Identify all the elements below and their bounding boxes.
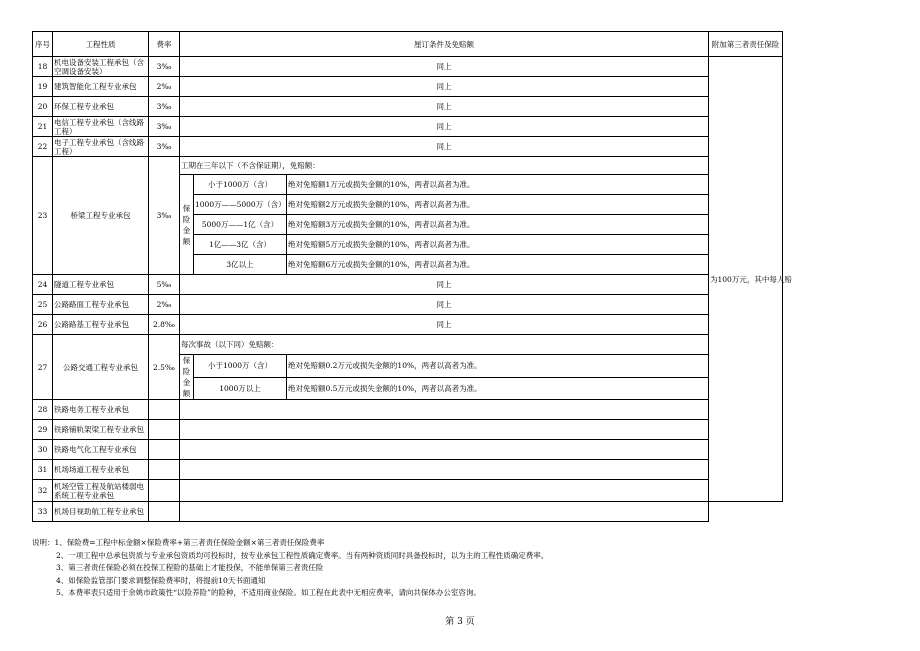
engineering-type: 铁路铺轨架梁工程专业承包 bbox=[53, 420, 149, 440]
table-row bbox=[33, 97, 783, 117]
header-type: 工程性质 bbox=[53, 32, 149, 57]
conditions-cell: 同上 bbox=[180, 137, 709, 157]
conditions-cell: 同上 bbox=[180, 315, 709, 335]
header-conditions: 厘订条件及免赔额 bbox=[180, 32, 709, 57]
page-number: 第 3 页 bbox=[445, 617, 475, 627]
table-row bbox=[33, 117, 783, 137]
rate-value: 3‰ bbox=[149, 117, 180, 137]
rate-value bbox=[149, 440, 180, 460]
deductible-text: 绝对免赔额3万元或损失金额的10%，两者以高者为准。 bbox=[287, 215, 709, 235]
row-number: 32 bbox=[33, 480, 53, 502]
rate-table bbox=[32, 31, 792, 522]
insured-amount-label: 保险金额 bbox=[180, 175, 194, 275]
row-number: 21 bbox=[33, 117, 53, 137]
table-row bbox=[33, 502, 783, 522]
note-3: 3、第三者责任保险必须在投保工程险的基础上才能投保，不能单保第三者责任险 bbox=[56, 563, 324, 573]
engineering-type: 公路路面工程专业承包 bbox=[53, 295, 149, 315]
table-row bbox=[33, 57, 783, 77]
note-4: 4、如保险监管部门要求调整保险费率时，将提前10天书面通知 bbox=[56, 575, 266, 585]
deductible-text: 绝对免赔额6万元或损失金额的10%，两者以高者为准。 bbox=[287, 255, 709, 275]
insured-amount-range: 小于1000万（含） bbox=[194, 175, 287, 195]
notes bbox=[32, 537, 548, 600]
rate-value: 2‰ bbox=[149, 77, 180, 97]
deductible-text: 绝对免赔额2万元或损失金额的10%，两者以高者为准。 bbox=[287, 195, 709, 215]
insured-amount-range: 3亿以上 bbox=[194, 255, 287, 275]
table-row bbox=[33, 275, 783, 295]
header-seq: 序号 bbox=[33, 32, 53, 57]
conditions-cell bbox=[180, 480, 709, 502]
conditions-cell bbox=[180, 440, 709, 460]
table-row bbox=[33, 335, 783, 355]
engineering-type: 公路交通工程专业承包 bbox=[53, 335, 149, 400]
row-number: 19 bbox=[33, 77, 53, 97]
conditions-cell: 同上 bbox=[180, 275, 709, 295]
table-row bbox=[33, 420, 783, 440]
deductible-text: 绝对免赔额0.2万元或损失金额的10%，两者以高者为准。 bbox=[287, 355, 709, 378]
header-row bbox=[33, 32, 783, 57]
row-number: 30 bbox=[33, 440, 53, 460]
engineering-type: 机场空管工程及航站楼弱电系统工程专业承包 bbox=[53, 480, 149, 502]
rate-value: 3‰ bbox=[149, 157, 180, 275]
conditions-cell bbox=[180, 460, 709, 480]
table-row bbox=[33, 137, 783, 157]
row-number: 26 bbox=[33, 315, 53, 335]
deductible-intro: 每次事故（以下同）免赔额： bbox=[180, 335, 709, 355]
insured-amount-range: 小于1000万（含） bbox=[194, 355, 287, 378]
engineering-type: 公路路基工程专业承包 bbox=[53, 315, 149, 335]
insured-amount-range: 1000万以上 bbox=[194, 377, 287, 400]
conditions-cell: 同上 bbox=[180, 57, 709, 77]
insured-amount-label: 保险金额 bbox=[180, 355, 194, 400]
header-rate: 费率 bbox=[149, 32, 180, 57]
conditions-cell: 同上 bbox=[180, 117, 709, 137]
conditions-cell bbox=[180, 400, 709, 420]
conditions-cell: 同上 bbox=[180, 97, 709, 117]
row-number: 33 bbox=[33, 502, 53, 522]
insured-amount-range: 5000万——1亿（含） bbox=[194, 215, 287, 235]
row-number: 28 bbox=[33, 400, 53, 420]
insured-amount-range: 1000万——5000万（含） bbox=[194, 195, 287, 215]
table-row bbox=[33, 295, 783, 315]
rate-value bbox=[149, 400, 180, 420]
engineering-type: 桥梁工程专业承包 bbox=[53, 157, 149, 275]
row-number: 31 bbox=[33, 460, 53, 480]
note-2: 2、一项工程中总承包资质与专业承包资质均可投标时，按专业承包工程性质确定费率。当有两种资质同时具备投标时，以为主的工程性质确定费率。 bbox=[56, 550, 549, 560]
rate-value bbox=[149, 502, 180, 522]
table-row bbox=[33, 440, 783, 460]
rate-value: 2.8‰ bbox=[149, 315, 180, 335]
rate-value: 3‰ bbox=[149, 137, 180, 157]
row-number: 25 bbox=[33, 295, 53, 315]
deductible-intro: 工期在三年以下（不含保证期），免赔额： bbox=[180, 157, 709, 175]
engineering-type: 机电设备安装工程承包（含空调设备安装） bbox=[53, 57, 149, 77]
row-number: 20 bbox=[33, 97, 53, 117]
conditions-cell bbox=[180, 502, 709, 522]
engineering-type: 铁路电气化工程专业承包 bbox=[53, 440, 149, 460]
insured-amount-range: 1亿——3亿（含） bbox=[194, 235, 287, 255]
row-number: 18 bbox=[33, 57, 53, 77]
rate-value: 2‰ bbox=[149, 295, 180, 315]
engineering-type: 铁路电务工程专业承包 bbox=[53, 400, 149, 420]
rate-value bbox=[149, 460, 180, 480]
engineering-type: 电信工程专业承包（含线路工程） bbox=[53, 117, 149, 137]
row-number: 24 bbox=[33, 275, 53, 295]
table-row bbox=[33, 315, 783, 335]
header-third-party: 附加第三者责任保险 bbox=[709, 32, 783, 57]
engineering-type: 机场场道工程专业承包 bbox=[53, 460, 149, 480]
deductible-text: 绝对免赔额1万元或损失金额的10%，两者以高者为准。 bbox=[287, 175, 709, 195]
third-party-cell: 为100万元，其中每人赔 bbox=[709, 57, 783, 502]
row-number: 23 bbox=[33, 157, 53, 275]
row-number: 29 bbox=[33, 420, 53, 440]
table-row bbox=[33, 460, 783, 480]
engineering-type: 建筑智能化工程专业承包 bbox=[53, 77, 149, 97]
table-row bbox=[33, 400, 783, 420]
rate-value: 3‰ bbox=[149, 57, 180, 77]
conditions-cell: 同上 bbox=[180, 77, 709, 97]
rate-value bbox=[149, 420, 180, 440]
conditions-cell: 同上 bbox=[180, 295, 709, 315]
table-row bbox=[33, 480, 783, 502]
note-5: 5、本费率表只适用于余姚市政策性“以险养险”的险种，不适用商业保险。如工程在此表中无相应费率，请向共保体办公室咨询。 bbox=[56, 588, 481, 598]
table-row bbox=[33, 157, 783, 175]
deductible-text: 绝对免赔额5万元或损失金额的10%，两者以高者为准。 bbox=[287, 235, 709, 255]
rate-value: 3‰ bbox=[149, 97, 180, 117]
row-number: 27 bbox=[33, 335, 53, 400]
conditions-cell bbox=[180, 420, 709, 440]
engineering-type: 电子工程专业承包（含线路工程） bbox=[53, 137, 149, 157]
table-row bbox=[33, 77, 783, 97]
rate-value: 2.5‰ bbox=[149, 335, 180, 400]
note-1: 说明：1、保险费=工程中标金额×保险费率+第三者责任保险金额×第三者责任保险费率 bbox=[32, 538, 325, 547]
rate-value: 5‰ bbox=[149, 275, 180, 295]
engineering-type: 隧道工程专业承包 bbox=[53, 275, 149, 295]
row-number: 22 bbox=[33, 137, 53, 157]
deductible-text: 绝对免赔额0.5万元或损失金额的10%，两者以高者为准。 bbox=[287, 377, 709, 400]
rate-value bbox=[149, 480, 180, 502]
engineering-type: 环保工程专业承包 bbox=[53, 97, 149, 117]
engineering-type: 机场目视助航工程专业承包 bbox=[53, 502, 149, 522]
